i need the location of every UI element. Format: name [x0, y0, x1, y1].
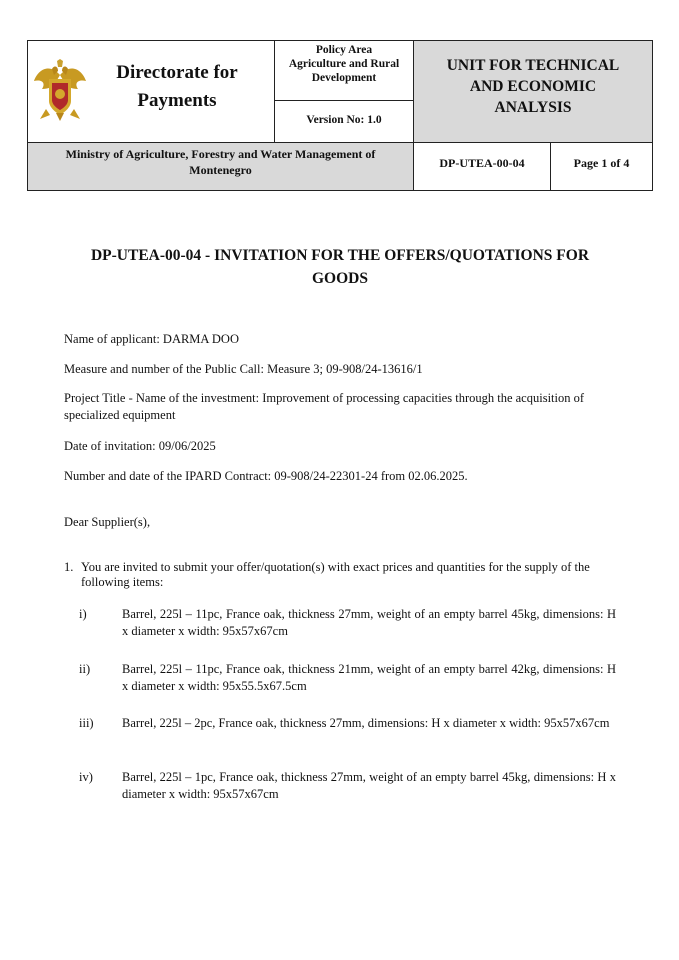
directorate-title [92, 59, 262, 115]
version-number: Version No: 1.0 [306, 114, 382, 126]
ministry-name [28, 146, 413, 178]
measure-number: Measure and number of the Public Call: Measure 3; 09-908/24-13616/1 [64, 362, 423, 376]
item-row [79, 769, 616, 803]
item-text: Barrel, 225l – 11pc, France oak, thickness 27mm, weight of an empty barrel 45kg, dimensions: H x diameter x width: 95x57x67cm [122, 607, 616, 638]
directorate-title-line: Directorate for [116, 62, 238, 83]
document-title [60, 244, 620, 290]
list-item-text: You are invited to submit your offer/quotation(s) with exact prices and quantities for the supply of the following items: [81, 560, 590, 589]
unit-name-line: ANALYSIS [494, 99, 572, 116]
ipard-contract: Number and date of the IPARD Contract: 09-908/24-22301-24 from 02.06.2025. [64, 469, 468, 483]
item-row [79, 715, 616, 732]
item-number: i) [79, 607, 87, 621]
applicant-name: Name of applicant: DARMA DOO [64, 332, 239, 346]
ministry-name-line: Montenegro [189, 163, 252, 177]
unit-name-line: AND ECONOMIC [469, 78, 597, 95]
version-cell [274, 100, 414, 143]
coat-of-arms-logo [32, 57, 88, 123]
item-row [79, 606, 616, 640]
unit-name-line: UNIT FOR TECHNICAL [446, 57, 620, 74]
item-number: ii) [79, 662, 91, 676]
list-item [64, 560, 620, 590]
project-title: Project Title - Name of the investment: Improvement of processing capacities through the acquisition of specialized equipment [64, 391, 585, 422]
directorate-cell [27, 40, 275, 143]
policy-area-line: Policy Area [315, 44, 373, 56]
item-text: Barrel, 225l – 11pc, France oak, thickness 21mm, weight of an empty barrel 42kg, dimensions: H x diameter x width: 95x55.5x67.5cm [122, 662, 616, 693]
policy-area-line: Development [311, 72, 377, 84]
invitation-date: Date of invitation: 09/06/2025 [64, 439, 216, 453]
page-number-cell [550, 142, 653, 191]
item-number: iv) [79, 770, 93, 784]
doc-code-cell [413, 142, 551, 191]
item-row [79, 661, 616, 695]
document-title-line: DP-UTEA-00-04 - INVITATION FOR THE OFFERS/QUOTATIONS FOR [90, 247, 590, 264]
unit-name [414, 55, 652, 118]
item-text: Barrel, 225l – 1pc, France oak, thickness 27mm, weight of an empty barrel 45kg, dimensions: H x diameter x width: 95x57x67cm [122, 770, 616, 801]
item-text: Barrel, 225l – 2pc, France oak, thickness 27mm, dimensions: H x diameter x width: 95x57x67cm [122, 716, 610, 730]
ministry-cell [27, 142, 414, 191]
policy-area-line: Agriculture and Rural [288, 58, 400, 70]
policy-area [275, 43, 413, 85]
ministry-name-line: Ministry of Agriculture, Forestry and Water Management of [65, 147, 376, 161]
page-number: Page 1 of 4 [573, 156, 630, 170]
document-header [27, 40, 653, 191]
doc-code: DP-UTEA-00-04 [439, 156, 525, 170]
document-title-line: GOODS [312, 270, 368, 287]
unit-cell [413, 40, 653, 143]
policy-area-cell [274, 40, 414, 101]
list-item-number: 1. [64, 560, 74, 574]
directorate-title-line: Payments [137, 90, 217, 111]
item-number: iii) [79, 716, 94, 730]
salutation: Dear Supplier(s), [64, 515, 151, 529]
